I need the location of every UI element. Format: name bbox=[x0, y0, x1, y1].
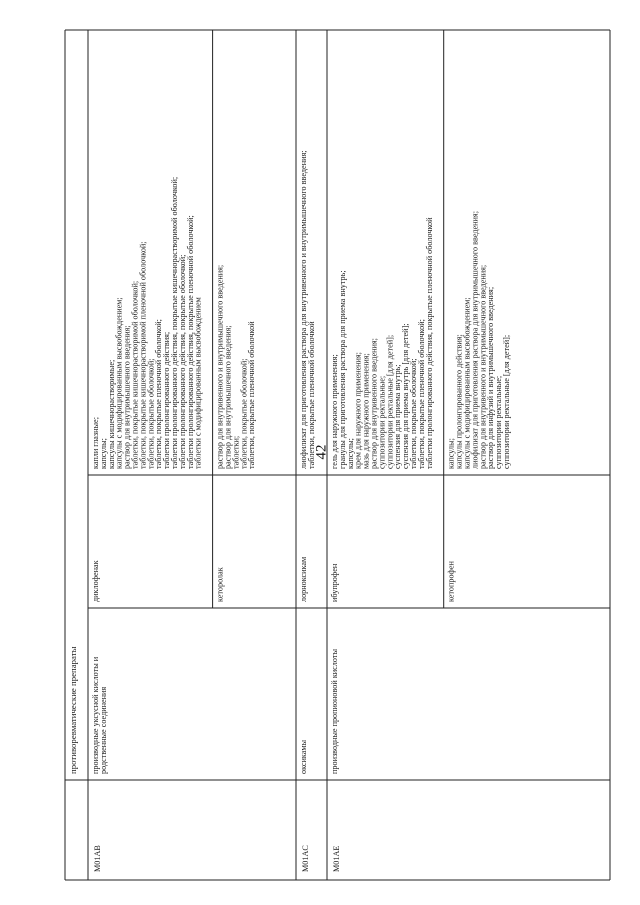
header-group-label: противоревматические препараты bbox=[68, 646, 78, 774]
drug-name: кеторолак bbox=[215, 567, 225, 602]
drug-name: ибупрофен bbox=[330, 563, 339, 602]
drug-form-item: капсулы с модифицированным высвобождением; bbox=[114, 297, 124, 469]
drug-form-item: мазь для наружного применения; bbox=[361, 353, 371, 469]
drug-form-item: таблетки, покрытые кишечнорастворимой пленочной оболочкой; bbox=[138, 241, 148, 469]
drug-form-item: гранулы для приготовления раствора для приема внутрь; bbox=[337, 270, 347, 469]
drug-form-item: капсулы; bbox=[345, 438, 355, 469]
drug-form-item: суспензия для приема внутрь [для детей]; bbox=[401, 323, 411, 469]
drug-form-item: таблетки, покрытые оболочкой; bbox=[146, 358, 156, 469]
drug-form-item: капсулы; bbox=[446, 438, 456, 469]
page-number: 42 bbox=[313, 444, 330, 460]
drug-form-item: таблетки пролонгированного действия, покрытые пленочной оболочкой; bbox=[185, 215, 195, 469]
drug-form-item: суспензия для приема внутрь; bbox=[393, 364, 403, 469]
drug-form-item: таблетки, покрытые оболочкой; bbox=[239, 358, 249, 469]
drug-form-item: таблетки; bbox=[231, 435, 241, 469]
drug-form-item: раствор для внутривенного и внутримышечного введения; bbox=[215, 264, 225, 469]
drug-form-item: таблетки пролонгированного действия, покрытые оболочкой; bbox=[177, 254, 187, 469]
drug-form-item: крем для наружного применения; bbox=[353, 352, 363, 469]
drug-form-item: капсулы с модифицированным высвобождением; bbox=[462, 297, 472, 469]
row-code: M01AE bbox=[332, 845, 341, 872]
drug-form-item: таблетки пролонгированного действия; bbox=[162, 331, 172, 469]
drug-form-item: таблетки пролонгированного действия, покрытые пленочной оболочкой bbox=[424, 217, 434, 469]
row-group-label: оксикамы bbox=[299, 739, 308, 774]
drug-form-item: капсулы кишечнорастворимые; bbox=[106, 359, 116, 469]
row-group-label: производные пропионовой кислоты bbox=[330, 649, 339, 774]
drug-form-item: таблетки, покрытые пленочной оболочкой bbox=[306, 321, 316, 469]
table-text bbox=[68, 151, 511, 873]
row-code: M01AB bbox=[93, 845, 102, 872]
drug-form-item: лиофилизат для приготовления раствора для внутримышечного введения; bbox=[470, 211, 480, 469]
drug-form-item: таблетки, покрытые кишечнорастворимой оболочкой; bbox=[130, 280, 140, 469]
drug-form-item: таблетки, покрытые пленочной оболочкой; bbox=[154, 319, 164, 469]
drug-form-item: раствор для внутривенного введения; bbox=[369, 338, 379, 469]
drug-form-item: таблетки пролонгированного действия, покрытые кишечнорастворимой оболочкой; bbox=[170, 176, 179, 469]
drug-form-item: капли глазные; bbox=[91, 417, 100, 469]
drug-name: лорноксикам bbox=[299, 556, 308, 602]
drug-form-item: таблетки, покрытые пленочной оболочкой bbox=[247, 321, 257, 469]
drug-name: диклофенак bbox=[91, 560, 100, 602]
drug-form-item: суппозитории ректальные [для детей]; bbox=[385, 334, 395, 469]
drug-form-item: таблетки, покрытые пленочной оболочкой; bbox=[416, 319, 426, 469]
drug-form-item: таблетки с модифицированным высвобождением bbox=[193, 297, 203, 469]
drug-form-item: капсулы; bbox=[98, 438, 108, 469]
drug-form-item: суппозитории ректальные; bbox=[494, 375, 504, 469]
drug-form-item: раствор для внутримышечного введения; bbox=[122, 325, 132, 469]
drug-form-item: лиофилизат для приготовления раствора для внутривенного и внутримышечного введения; bbox=[299, 150, 308, 469]
drug-form-item: раствор для внутримышечного введения; bbox=[223, 325, 233, 469]
drug-form-item: капсулы пролонгированного действия; bbox=[454, 334, 464, 469]
drug-form-item: раствор для инфузий и внутримышечного введения; bbox=[486, 286, 496, 469]
drug-name: кетопрофен bbox=[446, 561, 456, 602]
drug-form-item: суппозитории ректальные; bbox=[377, 375, 387, 469]
row-group-label: родственные соединения bbox=[98, 686, 108, 774]
drug-form-item: гель для наружного применения; bbox=[330, 354, 339, 469]
row-code: M01AC bbox=[301, 845, 310, 872]
row-group-label: производные уксусной кислоты и bbox=[91, 656, 100, 774]
drug-form-item: таблетки, покрытые оболочкой; bbox=[409, 358, 418, 469]
drug-form-item: суппозитории ректальные [для детей]; bbox=[502, 334, 511, 469]
drug-form-item: раствор для внутривенного и внутримышечного введения; bbox=[478, 264, 488, 469]
